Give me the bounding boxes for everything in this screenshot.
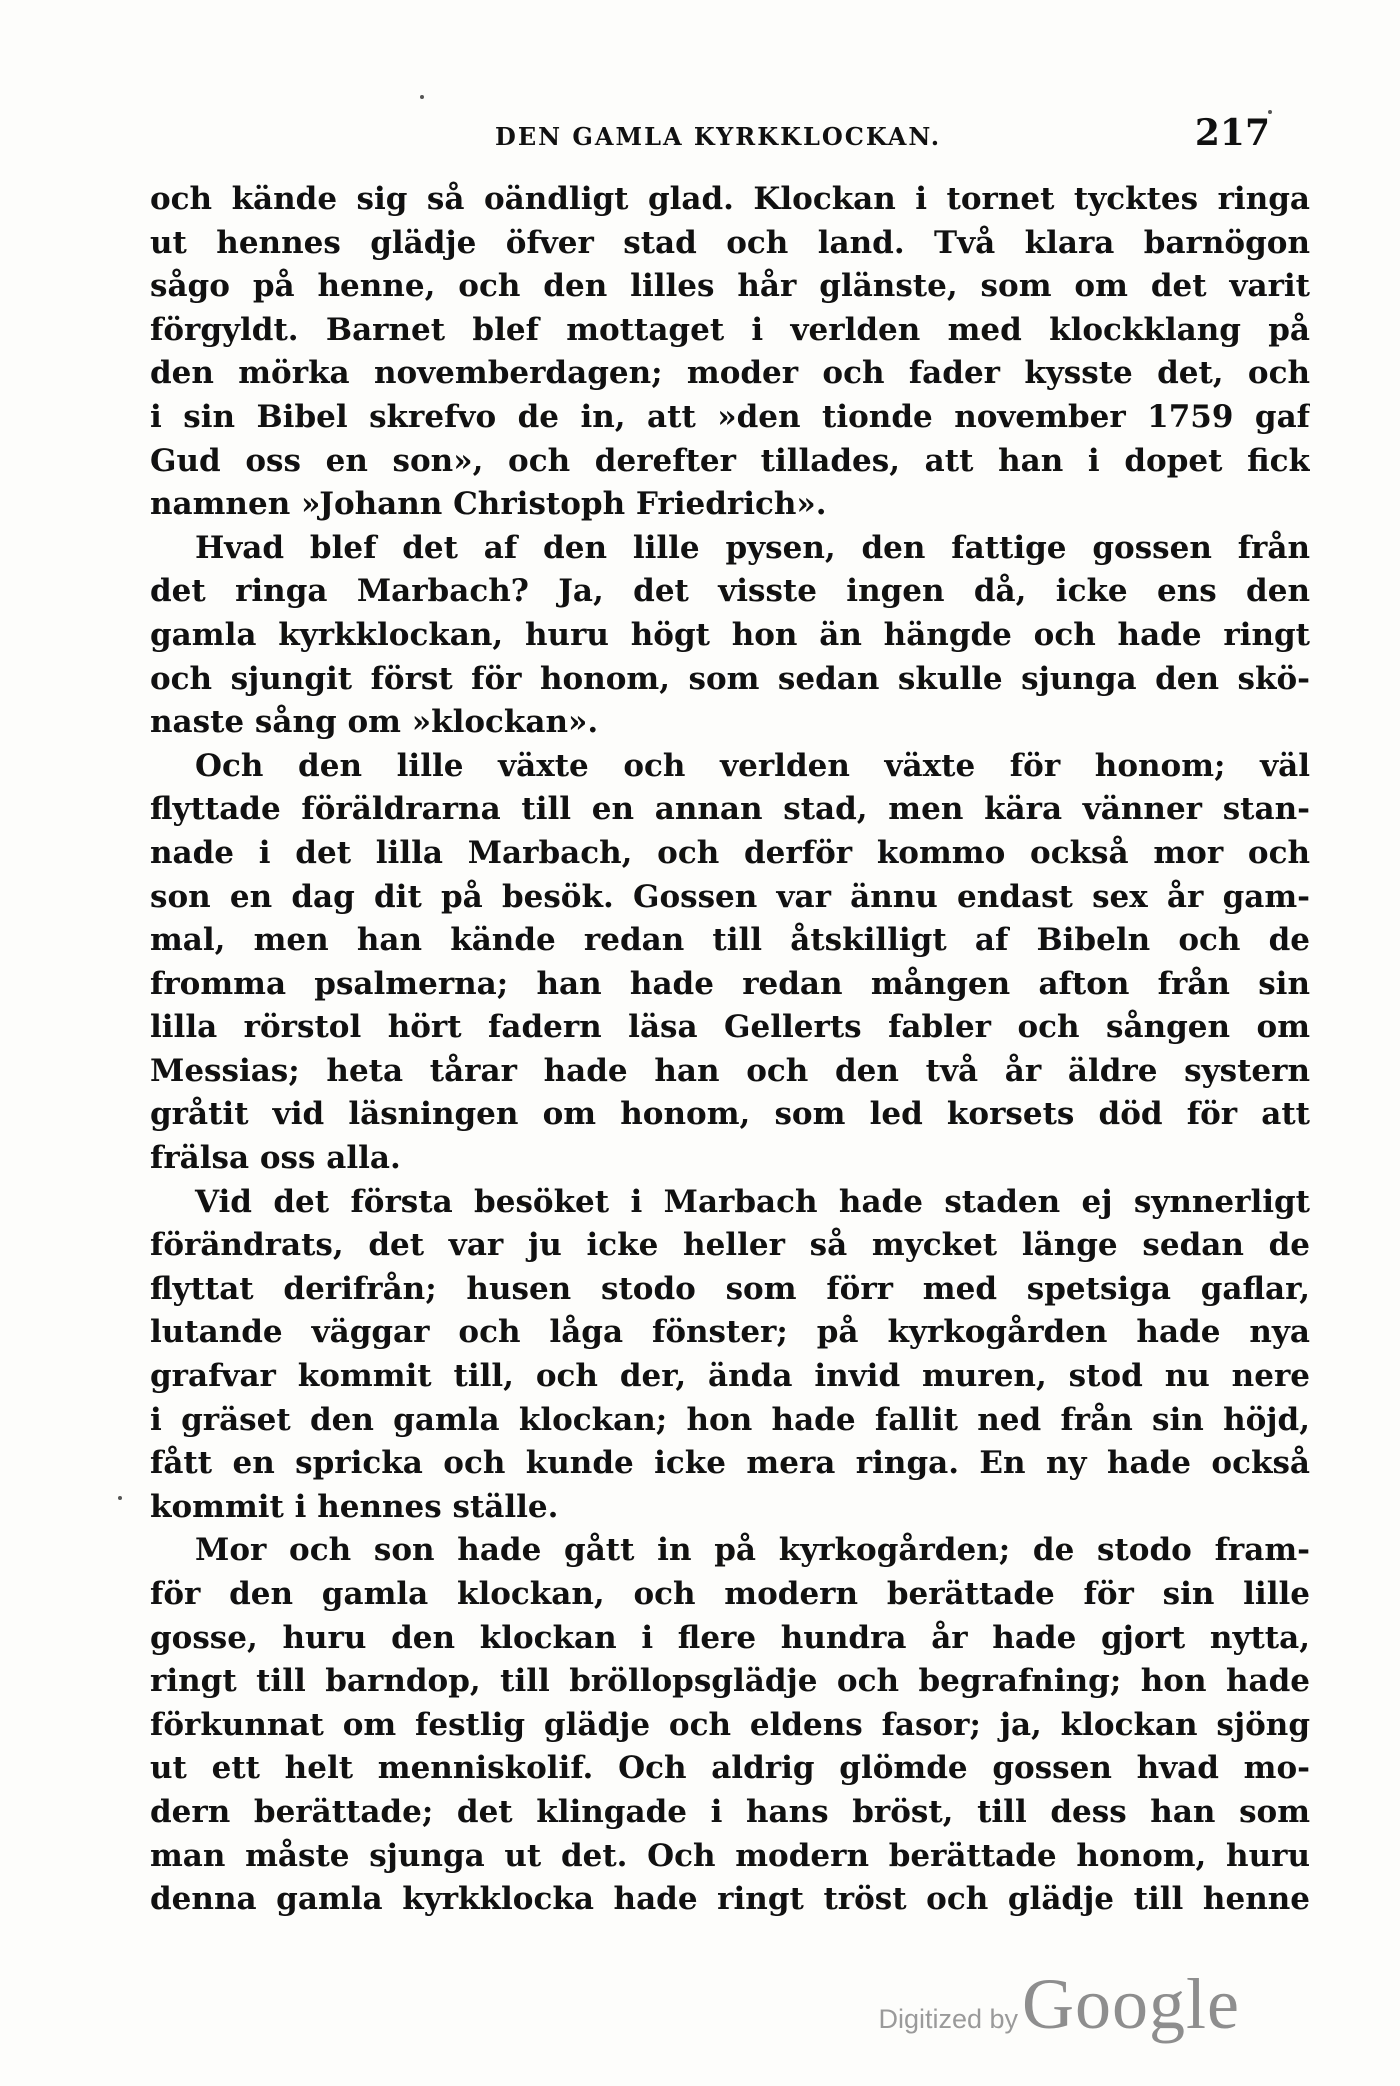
text-line: Mor och son hade gått in på kyrkogården; de stodo fram- xyxy=(195,1532,1310,1569)
text-line: gamla kyrkklockan, huru högt hon än hängde och hade ringt xyxy=(150,616,1310,653)
text-line: förgyldt. Barnet blef mottaget i verlden med klockklang på xyxy=(150,311,1310,348)
print-speck xyxy=(118,1496,122,1500)
text-line: fått en spricka och kunde icke mera ringa. En ny hade också xyxy=(150,1445,1310,1482)
text-line: Gud oss en son», och derefter tillades, att han i dopet fick xyxy=(150,442,1310,479)
text-line: den mörka novemberdagen; moder och fader kysste det, och xyxy=(150,355,1310,392)
text-line: ringt till barndop, till bröllopsglädje och begrafning; hon hade xyxy=(150,1663,1310,1700)
text-line: son en dag dit på besök. Gossen var ännu endast sex år gam- xyxy=(150,878,1310,915)
text-line: lilla rörstol hört fadern läsa Gellerts fabler och sången om xyxy=(150,1009,1310,1046)
text-line: för den gamla klockan, och modern berättade för sin lille xyxy=(150,1576,1310,1612)
text-line: man måste sjunga ut det. Och modern berättade honom, huru xyxy=(150,1837,1310,1874)
text-line: Messias; heta tårar hade han och den två år äldre systern xyxy=(150,1052,1310,1089)
running-header xyxy=(150,112,1280,162)
text-line: och sjungit först för honom, som sedan skulle sjunga den skö- xyxy=(150,660,1310,697)
text-line: sågo på henne, och den lilles hår glänste, som om det varit xyxy=(150,268,1310,305)
digitized-by-label: Digitized by xyxy=(878,2004,1019,2034)
text-line: namnen »Johann Christoph Friedrich». xyxy=(150,486,827,523)
text-line: i sin Bibel skrefvo de in, att »den tionde november 1759 gaf xyxy=(150,398,1310,435)
google-logo: Google xyxy=(1022,1964,1240,2044)
text-line: mal, men han kände redan till åtskilligt af Bibeln och de xyxy=(150,922,1310,959)
print-speck xyxy=(420,95,424,99)
text-line: lutande väggar och låga fönster; på kyrkogården hade nya xyxy=(150,1314,1310,1351)
text-line: kommit i hennes ställe. xyxy=(150,1488,559,1525)
text-line: fromma psalmerna; han hade redan mången afton från sin xyxy=(150,965,1310,1002)
text-line: Vid det första besöket i Marbach hade staden ej synnerligt xyxy=(195,1183,1310,1220)
digitized-by-google-watermark xyxy=(878,1963,1240,2046)
text-line: naste sång om »klockan». xyxy=(150,704,599,741)
text-line: grafvar kommit till, och der, ända invid muren, stod nu nere xyxy=(150,1358,1310,1395)
text-line: förkunnat om festlig glädje och eldens fasor; ja, klockan sjöng xyxy=(150,1706,1310,1743)
text-line: flyttat derifrån; husen stodo som förr med spetsiga gaflar, xyxy=(150,1270,1310,1307)
text-line: gråtit vid läsningen om honom, som led korsets död för att xyxy=(150,1096,1310,1133)
text-line: dern berättade; det klingade i hans bröst, till dess han som xyxy=(150,1793,1310,1830)
text-line: nade i det lilla Marbach, och derför kommo också mor och xyxy=(150,834,1310,871)
text-line: gosse, huru den klockan i flere hundra år hade gjort nytta, xyxy=(150,1619,1310,1656)
text-line: Och den lille växte och verlden växte för honom; väl xyxy=(195,747,1310,784)
text-line: ut hennes glädje öfver stad och land. Två klara barnögon xyxy=(150,224,1310,261)
text-line: ut ett helt menniskolif. Och aldrig glömde gossen hvad mo- xyxy=(150,1750,1310,1787)
text-line: i gräset den gamla klockan; hon hade fallit ned från sin höjd, xyxy=(150,1401,1310,1438)
page-number: 217 xyxy=(1194,112,1270,154)
text-line: det ringa Marbach? Ja, det visste ingen då, icke ens den xyxy=(150,573,1310,610)
text-line: frälsa oss alla. xyxy=(150,1140,401,1177)
running-title: DEN GAMLA KYRKKLOCKAN. xyxy=(495,122,942,151)
text-line: flyttade föräldrarna till en annan stad, men kära vänner stan- xyxy=(150,791,1310,828)
text-line: och kände sig så oändligt glad. Klockan i tornet tycktes ringa xyxy=(150,181,1310,217)
text-line: förändrats, det var ju icke heller så mycket länge sedan de xyxy=(150,1227,1310,1264)
text-line: Hvad blef det af den lille pysen, den fattige gossen från xyxy=(195,529,1310,566)
body-text xyxy=(150,178,1310,1922)
text-line: denna gamla kyrkklocka hade ringt tröst och glädje till henne xyxy=(150,1881,1310,1918)
